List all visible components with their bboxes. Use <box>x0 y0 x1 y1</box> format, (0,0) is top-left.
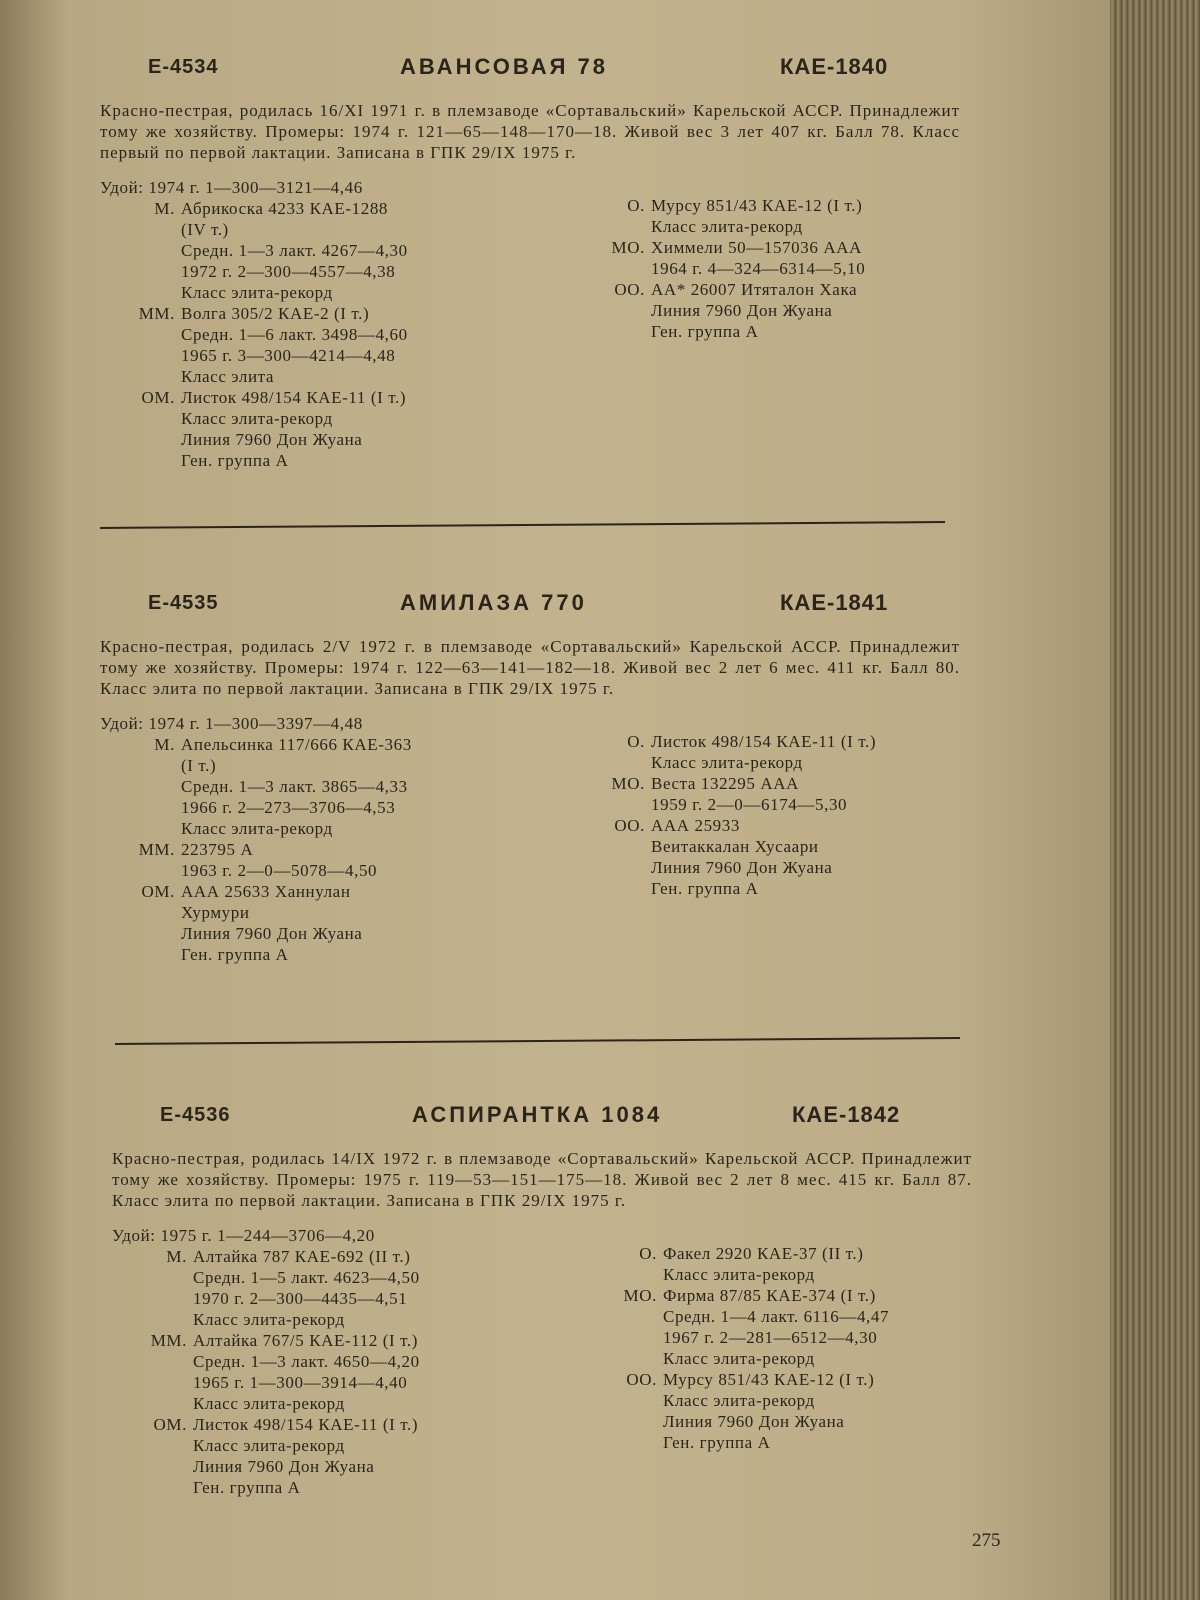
registry-number: Е-4536 <box>160 1104 231 1126</box>
pedigree-text: 1970 г. 2—300—4435—4,51 <box>193 1289 408 1308</box>
pedigree-maternal <box>112 1225 582 1498</box>
relation-code <box>570 794 651 815</box>
pedigree-paternal <box>582 1243 972 1453</box>
relation-code: ОМ. <box>141 882 175 901</box>
pedigree-line <box>100 902 570 923</box>
pedigree-line <box>112 1351 582 1372</box>
animal-name: АСПИРАНТКА 1084 <box>412 1102 663 1127</box>
pedigree-line <box>100 734 570 755</box>
pedigree-text: Листок 498/154 КАЕ-11 (I т.) <box>651 732 877 751</box>
relation-code: ММ. <box>150 1331 187 1350</box>
pedigree-text: Класс элита-рекорд <box>651 217 803 236</box>
pedigree-line <box>112 1288 582 1309</box>
animal-name: АМИЛАЗА 770 <box>400 590 587 615</box>
relation-code <box>100 345 181 366</box>
pedigree-text: 1965 г. 1—300—3914—4,40 <box>193 1373 408 1392</box>
relation-code <box>100 219 181 240</box>
pedigree-text: ААА 25633 Ханнулан <box>181 882 351 901</box>
pedigree-line <box>570 300 960 321</box>
pedigree-text: Ген. группа А <box>181 451 289 470</box>
relation-code: МО. <box>611 238 645 257</box>
pedigree-text: Класс элита <box>181 367 275 386</box>
relation-code <box>100 923 181 944</box>
pedigree-paternal <box>570 731 960 899</box>
relation-code <box>582 1327 663 1348</box>
pedigree-text: Класс элита-рекорд <box>193 1394 345 1413</box>
relation-code: ММ. <box>138 840 175 859</box>
entry-e4534 <box>100 50 960 470</box>
pedigree-text: Линия 7960 Дон Жуана <box>181 924 363 943</box>
pedigree-text: Средн. 1—4 лакт. 6116—4,47 <box>663 1307 890 1326</box>
pedigree-line <box>112 1309 582 1330</box>
pedigree-text: Линия 7960 Дон Жуана <box>663 1412 845 1431</box>
pedigree-line <box>100 429 570 450</box>
page-number: 275 <box>972 1530 1001 1551</box>
pedigree-text: Мурсу 851/43 КАЕ-12 (I т.) <box>663 1370 875 1389</box>
pedigree-line <box>100 818 570 839</box>
relation-code: ОО. <box>614 280 645 299</box>
relation-code: О. <box>627 196 645 215</box>
relation-code <box>570 300 651 321</box>
entry-e4536 <box>112 1098 972 1515</box>
pedigree-text: 1967 г. 2—281—6512—4,30 <box>663 1328 878 1347</box>
pedigree-text: Веста 132295 ААА <box>651 774 799 793</box>
pedigree-line <box>100 860 570 881</box>
pedigree-line <box>582 1432 972 1453</box>
pedigree-line <box>570 321 960 342</box>
pedigree-text: (IV т.) <box>181 220 229 239</box>
pedigree-line <box>112 1435 582 1456</box>
pedigree-text: Средн. 1—3 лакт. 4267—4,30 <box>181 241 408 260</box>
relation-code <box>100 450 181 471</box>
pedigree-line <box>112 1246 582 1267</box>
relation-code: ОМ. <box>141 388 175 407</box>
relation-code <box>582 1411 663 1432</box>
relation-code: М. <box>154 199 175 218</box>
entry-header <box>100 586 960 626</box>
pedigree-text: 223795 А <box>181 840 254 859</box>
entry-header <box>100 50 960 90</box>
kae-number: КАЕ-1842 <box>792 1102 901 1127</box>
pedigree-text: Ген. группа А <box>663 1433 771 1452</box>
pedigree-text: Волга 305/2 КАЕ-2 (I т.) <box>181 304 370 323</box>
relation-code: М. <box>154 735 175 754</box>
relation-code <box>112 1372 193 1393</box>
pedigree <box>100 713 960 973</box>
pedigree-text: Класс элита-рекорд <box>651 753 803 772</box>
relation-code <box>582 1306 663 1327</box>
pedigree-text: Фирма 87/85 КАЕ-374 (I т.) <box>663 1286 876 1305</box>
pedigree <box>100 177 960 470</box>
pedigree-text: 1972 г. 2—300—4557—4,38 <box>181 262 396 281</box>
pedigree-line <box>100 387 570 408</box>
entry-header <box>112 1098 972 1138</box>
pedigree-text: Ген. группа А <box>651 879 759 898</box>
pedigree-line <box>570 857 960 878</box>
relation-code <box>100 902 181 923</box>
relation-code <box>100 324 181 345</box>
pedigree-text: Апельсинка 117/666 КАЕ-363 <box>181 735 412 754</box>
milk-yield: Удой: 1974 г. 1—300—3121—4,46 <box>100 178 363 197</box>
pedigree-line <box>112 1330 582 1351</box>
pedigree-text: Веитаккалан Хусаари <box>651 837 819 856</box>
relation-code <box>100 408 181 429</box>
pedigree-line <box>112 1267 582 1288</box>
pedigree-line <box>582 1327 972 1348</box>
pedigree-text: Линия 7960 Дон Жуана <box>181 430 363 449</box>
entry-description: Красно-пестрая, родилась 2/V 1972 г. в племзаводе «Сортавальский» Карельской АССР. Принадлежит тому же хозяйству. Промеры: 1974 г. 122—63—141—182—18. Живой вес 2 лет 6 мес. 411 кг. Балл 80. Класс элита по первой лактации. Записана в ГПК 29/IX 1975 г. <box>100 637 960 698</box>
pedigree-line <box>100 797 570 818</box>
pedigree-text: 1959 г. 2—0—6174—5,30 <box>651 795 848 814</box>
pedigree-line <box>112 1414 582 1435</box>
pedigree-line <box>100 755 570 776</box>
pedigree-text: Класс элита-рекорд <box>193 1310 345 1329</box>
pedigree-text: Средн. 1—3 лакт. 3865—4,33 <box>181 777 408 796</box>
pedigree-text: 1963 г. 2—0—5078—4,50 <box>181 861 378 880</box>
relation-code <box>100 776 181 797</box>
relation-code <box>582 1264 663 1285</box>
relation-code: ММ. <box>138 304 175 323</box>
pedigree-text: Линия 7960 Дон Жуана <box>651 858 833 877</box>
pedigree-text: Класс элита-рекорд <box>663 1391 815 1410</box>
pedigree-text: Ген. группа А <box>181 945 289 964</box>
relation-code <box>100 282 181 303</box>
pedigree-line <box>100 366 570 387</box>
pedigree-text: Химмели 50—157036 ААА <box>651 238 862 257</box>
pedigree <box>112 1225 972 1515</box>
milk-yield: Удой: 1975 г. 1—244—3706—4,20 <box>112 1226 375 1245</box>
pedigree-line <box>112 1393 582 1414</box>
relation-code: О. <box>639 1244 657 1263</box>
pedigree-text: 1965 г. 3—300—4214—4,48 <box>181 346 396 365</box>
pedigree-text: Алтайка 767/5 КАЕ-112 (I т.) <box>193 1331 419 1350</box>
relation-code <box>112 1435 193 1456</box>
pedigree-text: Класс элита-рекорд <box>663 1265 815 1284</box>
relation-code <box>100 429 181 450</box>
pedigree-line <box>570 878 960 899</box>
relation-code: О. <box>627 732 645 751</box>
pedigree-text: Класс элита-рекорд <box>181 819 333 838</box>
pedigree-text: 1966 г. 2—273—3706—4,53 <box>181 798 396 817</box>
pedigree-text: Класс элита-рекорд <box>663 1349 815 1368</box>
relation-code <box>112 1288 193 1309</box>
milk-yield: Удой: 1974 г. 1—300—3397—4,48 <box>100 714 363 733</box>
relation-code <box>100 240 181 261</box>
relation-code: ОМ. <box>153 1415 187 1434</box>
relation-code <box>100 261 181 282</box>
relation-code <box>570 216 651 237</box>
relation-code <box>582 1390 663 1411</box>
pedigree-line <box>100 261 570 282</box>
pedigree-line <box>570 752 960 773</box>
relation-code <box>570 258 651 279</box>
pedigree-line <box>582 1264 972 1285</box>
pedigree-line <box>100 282 570 303</box>
relation-code <box>570 752 651 773</box>
relation-code <box>112 1309 193 1330</box>
pedigree-line <box>570 258 960 279</box>
pedigree-text: АА* 26007 Итяталон Хака <box>651 280 858 299</box>
relation-code <box>570 321 651 342</box>
pedigree-line <box>100 408 570 429</box>
pedigree-line <box>582 1243 972 1264</box>
pedigree-paternal <box>570 195 960 342</box>
pedigree-line <box>582 1306 972 1327</box>
entry-description: Красно-пестрая, родилась 14/IX 1972 г. в племзаводе «Сортавальский» Карельской АССР. Принадлежит тому же хозяйству. Промеры: 1975 г. 119—53—151—175—18. Живой вес 2 лет 8 мес. 415 кг. Балл 87. Класс элита по первой лактации. Записана в ГПК 29/IX 1975 г. <box>112 1149 972 1210</box>
relation-code <box>100 944 181 965</box>
pedigree-text: Факел 2920 КАЕ-37 (II т.) <box>663 1244 864 1263</box>
pedigree-line <box>582 1285 972 1306</box>
pedigree-maternal <box>100 177 570 471</box>
pedigree-line <box>570 836 960 857</box>
pedigree-line <box>570 731 960 752</box>
pedigree-text: Класс элита-рекорд <box>181 283 333 302</box>
pedigree-line <box>100 776 570 797</box>
pedigree-line <box>100 219 570 240</box>
pedigree-line <box>582 1348 972 1369</box>
pedigree-text: (I т.) <box>181 756 217 775</box>
relation-code <box>570 857 651 878</box>
pedigree-line <box>112 1372 582 1393</box>
pedigree-line <box>570 216 960 237</box>
relation-code <box>112 1456 193 1477</box>
kae-number: КАЕ-1840 <box>780 54 889 79</box>
pedigree-line <box>570 794 960 815</box>
pedigree-line <box>570 279 960 300</box>
pedigree-line <box>100 240 570 261</box>
pedigree-text: Листок 498/154 КАЕ-11 (I т.) <box>181 388 407 407</box>
pedigree-text: Ген. группа А <box>193 1478 301 1497</box>
pedigree-text: Средн. 1—3 лакт. 4650—4,20 <box>193 1352 420 1371</box>
pedigree-line <box>582 1390 972 1411</box>
registry-number: Е-4534 <box>148 56 219 78</box>
pedigree-line <box>582 1411 972 1432</box>
pedigree-text: Класс элита-рекорд <box>181 409 333 428</box>
pedigree-line <box>100 303 570 324</box>
entry-e4535 <box>100 586 960 973</box>
pedigree-line <box>112 1477 582 1498</box>
pedigree-line <box>100 923 570 944</box>
page-edges <box>1110 0 1200 1600</box>
relation-code: ОО. <box>614 816 645 835</box>
pedigree-text: Хурмури <box>181 903 250 922</box>
relation-code <box>112 1477 193 1498</box>
relation-code <box>100 366 181 387</box>
relation-code: ОО. <box>626 1370 657 1389</box>
pedigree-text: Линия 7960 Дон Жуана <box>193 1457 375 1476</box>
pedigree-line <box>100 198 570 219</box>
relation-code <box>582 1432 663 1453</box>
relation-code <box>570 836 651 857</box>
pedigree-text: ААА 25933 <box>651 816 740 835</box>
pedigree-text: Линия 7960 Дон Жуана <box>651 301 833 320</box>
pedigree-text: Листок 498/154 КАЕ-11 (I т.) <box>193 1415 419 1434</box>
pedigree-text: Средн. 1—5 лакт. 4623—4,50 <box>193 1268 420 1287</box>
pedigree-line <box>100 324 570 345</box>
pedigree-line <box>100 450 570 471</box>
pedigree-line <box>570 237 960 258</box>
relation-code: МО. <box>611 774 645 793</box>
pedigree-line <box>100 839 570 860</box>
pedigree-text: Алтайка 787 КАЕ-692 (II т.) <box>193 1247 411 1266</box>
pedigree-text: Средн. 1—6 лакт. 3498—4,60 <box>181 325 408 344</box>
pedigree-text: Мурсу 851/43 КАЕ-12 (I т.) <box>651 196 863 215</box>
registry-number: Е-4535 <box>148 592 219 614</box>
pedigree-line <box>570 773 960 794</box>
relation-code: МО. <box>623 1286 657 1305</box>
relation-code <box>100 755 181 776</box>
pedigree-maternal <box>100 713 570 965</box>
relation-code <box>112 1267 193 1288</box>
entry-description: Красно-пестрая, родилась 16/XI 1971 г. в племзаводе «Сортавальский» Карельской АССР. Принадлежит тому же хозяйству. Промеры: 1974 г. 121—65—148—170—18. Живой вес 3 лет 407 кг. Балл 78. Класс первый по первой лактации. Записана в ГПК 29/IX 1975 г. <box>100 101 960 162</box>
relation-code: М. <box>166 1247 187 1266</box>
relation-code <box>112 1393 193 1414</box>
pedigree-line <box>100 881 570 902</box>
pedigree-line <box>570 815 960 836</box>
pedigree-text: Ген. группа А <box>651 322 759 341</box>
relation-code <box>570 878 651 899</box>
kae-number: КАЕ-1841 <box>780 590 889 615</box>
pedigree-line <box>100 944 570 965</box>
pedigree-line <box>570 195 960 216</box>
pedigree-line <box>100 345 570 366</box>
pedigree-text: 1964 г. 4—324—6314—5,10 <box>651 259 866 278</box>
pedigree-text: Абрикоска 4233 КАЕ-1288 <box>181 199 389 218</box>
relation-code <box>100 818 181 839</box>
animal-name: АВАНСОВАЯ 78 <box>400 54 608 79</box>
pedigree-line <box>112 1456 582 1477</box>
relation-code <box>100 860 181 881</box>
relation-code <box>112 1351 193 1372</box>
pedigree-text: Класс элита-рекорд <box>193 1436 345 1455</box>
pedigree-line <box>582 1369 972 1390</box>
relation-code <box>582 1348 663 1369</box>
relation-code <box>100 797 181 818</box>
